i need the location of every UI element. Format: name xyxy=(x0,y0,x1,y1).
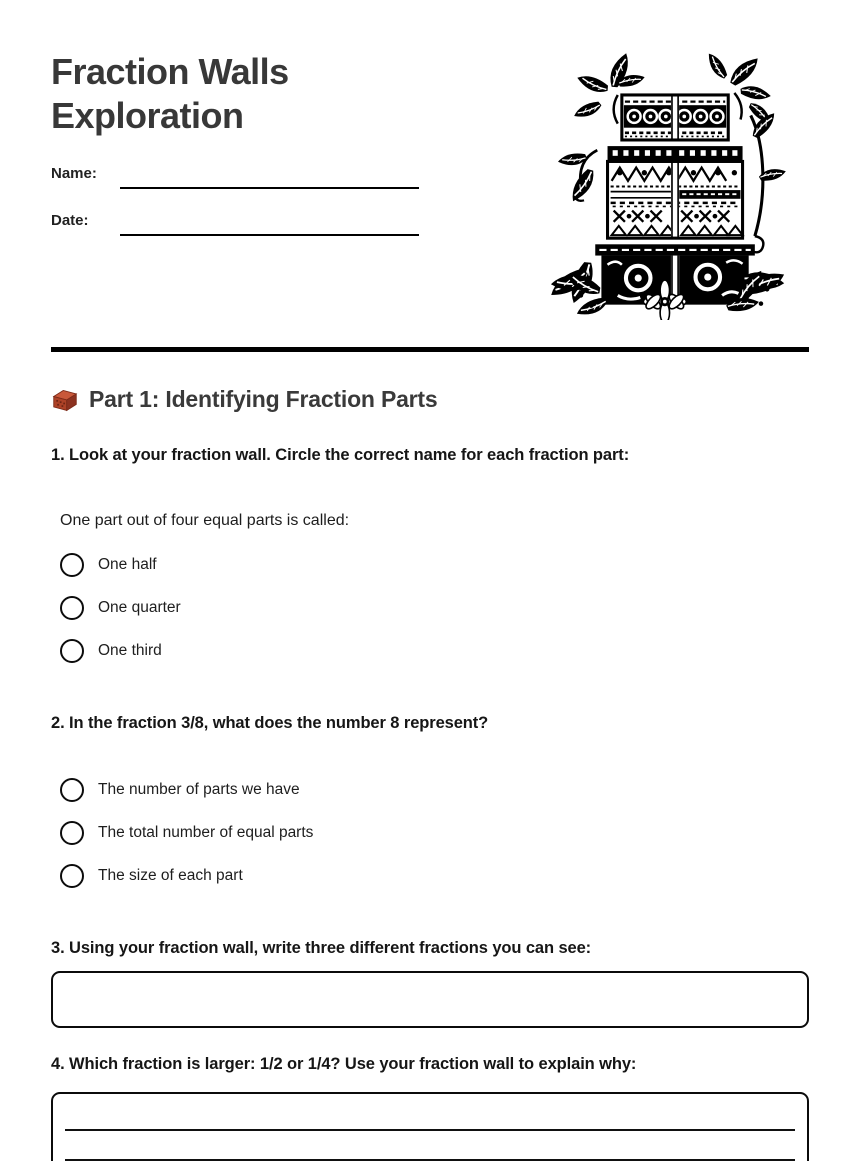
section-divider xyxy=(51,347,809,352)
question-1 xyxy=(51,444,809,682)
radio-option-label: One half xyxy=(98,556,157,573)
date-input-line[interactable] xyxy=(120,211,419,236)
radio-button[interactable] xyxy=(60,596,84,620)
fraction-wall-illustration xyxy=(550,52,796,320)
answer-box-q4[interactable] xyxy=(51,1092,809,1161)
radio-option xyxy=(60,778,809,802)
question-3 xyxy=(51,937,809,1028)
tiki-wall-art xyxy=(550,52,796,320)
part1-heading xyxy=(51,386,438,413)
radio-option xyxy=(60,596,809,620)
question-1-options xyxy=(60,553,809,663)
question-4 xyxy=(51,1053,809,1161)
page-title: Fraction Walls Exploration xyxy=(51,51,289,136)
radio-option-label: The number of parts we have xyxy=(98,781,300,798)
question-3-text: 3. Using your fraction wall, write three different fractions you can see: xyxy=(51,939,592,957)
date-label: Date: xyxy=(51,212,89,229)
radio-button[interactable] xyxy=(60,821,84,845)
radio-button[interactable] xyxy=(60,639,84,663)
question-2 xyxy=(51,712,809,907)
radio-option xyxy=(60,553,809,577)
radio-option-label: The size of each part xyxy=(98,867,243,884)
radio-button[interactable] xyxy=(60,864,84,888)
name-label: Name: xyxy=(51,165,97,182)
radio-option xyxy=(60,639,809,663)
question-2-text: 2. In the fraction 3/8, what does the number 8 represent? xyxy=(51,714,489,732)
answer-box-q3[interactable] xyxy=(51,971,809,1028)
name-input-line[interactable] xyxy=(120,164,419,189)
name-field-row xyxy=(51,164,419,189)
writing-line xyxy=(65,1129,795,1131)
brick-icon xyxy=(51,387,79,413)
radio-option-label: One third xyxy=(98,642,162,659)
question-4-text: 4. Which fraction is larger: 1/2 or 1/4? Use your fraction wall to explain why: xyxy=(51,1055,637,1073)
question-1-prompt: One part out of four equal parts is called: xyxy=(60,512,350,529)
part1-heading-text: Part 1: Identifying Fraction Parts xyxy=(89,386,438,412)
date-field-row xyxy=(51,211,419,236)
radio-option xyxy=(60,864,809,888)
question-1-text: 1. Look at your fraction wall. Circle the correct name for each fraction part: xyxy=(51,446,630,464)
question-2-options xyxy=(60,778,809,888)
radio-button[interactable] xyxy=(60,553,84,577)
radio-option-label: The total number of equal parts xyxy=(98,824,314,841)
radio-option xyxy=(60,821,809,845)
radio-option-label: One quarter xyxy=(98,599,181,616)
radio-button[interactable] xyxy=(60,778,84,802)
